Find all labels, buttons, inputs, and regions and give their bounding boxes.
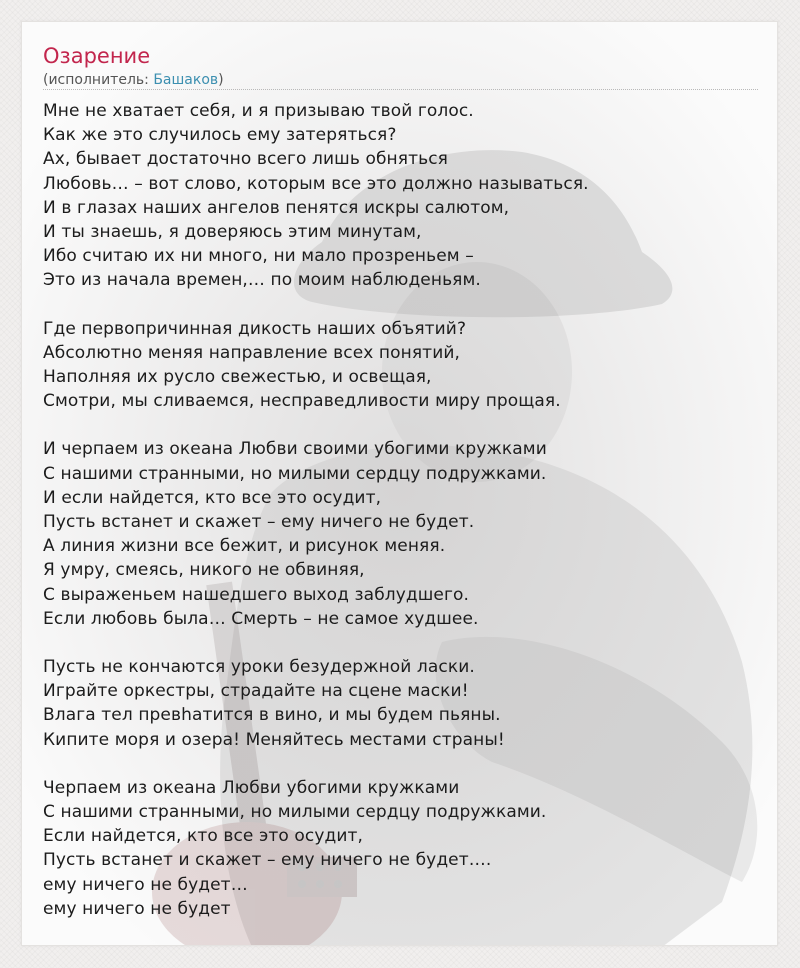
lyrics-stanza <box>43 776 763 921</box>
lyric-line: С выраженьем нашедшего выход заблудшего. <box>43 584 470 605</box>
lyric-line: С нашими странными, но милыми сердцу подружками. <box>43 802 547 823</box>
title-divider <box>43 89 758 90</box>
lyric-line: Черпаем из океана Любви убогими кружками <box>43 777 460 798</box>
lyric-line: Ах, бывает достаточно всего лишь обняться <box>43 149 448 170</box>
lyric-line: Если найдется, кто все это осудит, <box>43 826 364 847</box>
lyric-line: Абсолютно меняя направление всех понятий, <box>43 342 460 363</box>
lyrics-stanza <box>43 317 763 414</box>
lyric-line: Где первопричинная дикость наших объятий? <box>43 318 467 339</box>
lyric-line: Если любовь была… Смерть – не самое худшее. <box>43 608 479 629</box>
lyrics-stanza <box>43 437 763 631</box>
lyrics-card <box>21 21 778 946</box>
lyric-line: Пусть встанет и скажет – ему ничего не будет…. <box>43 850 492 871</box>
lyric-line: И ты знаешь, я доверяюсь этим минутам, <box>43 222 422 243</box>
lyric-line: ему ничего не будет… <box>43 874 248 895</box>
lyric-line: И в глазах наших ангелов пенятся искры салютом, <box>43 197 510 218</box>
lyric-line: Пусть не кончаются уроки безудержной ласки. <box>43 657 475 678</box>
lyric-line: Пусть встанет и скажет – ему ничего не будет. <box>43 512 475 533</box>
lyric-line: Смотри, мы сливаемся, несправедливости миру прощая. <box>43 391 561 412</box>
performer-link[interactable]: Башаков <box>153 72 219 88</box>
song-content <box>22 22 778 946</box>
lyric-line: Ибо считаю их ни много, ни мало прозреньем – <box>43 246 474 267</box>
lyric-line: И если найдется, кто все это осудит, <box>43 487 382 508</box>
lyric-line: Как же это случилось ему затеряться? <box>43 125 397 146</box>
performer-prefix: (исполнитель: <box>43 72 154 88</box>
lyric-line: Это из начала времен,… по моим наблюденьям. <box>43 270 481 291</box>
lyric-line: И черпаем из океана Любви своими убогими кружками <box>43 439 547 460</box>
lyric-line: А линия жизни все бежит, и рисунок меняя. <box>43 536 446 557</box>
lyric-line: ему ничего не будет <box>43 898 231 919</box>
performer-line <box>43 71 224 89</box>
song-title: Озарение <box>43 44 151 68</box>
lyric-line: Любовь… – вот слово, которым все это должно называться. <box>43 173 589 194</box>
lyrics-body <box>43 99 763 945</box>
lyric-line: С нашими странными, но милыми сердцу подружками. <box>43 463 547 484</box>
performer-suffix: ) <box>218 72 224 88</box>
lyrics-stanza <box>43 99 763 293</box>
lyric-line: Играйте оркестры, страдайте на сцене маски! <box>43 681 469 702</box>
lyric-line: Кипите моря и озера! Меняйтесь местами страны! <box>43 729 505 750</box>
lyric-line: Влага тел превһатится в вино, и мы будем пьяны. <box>43 705 501 726</box>
lyrics-stanza <box>43 655 763 752</box>
lyric-line: Мне не хватает себя, и я призываю твой голос. <box>43 101 474 121</box>
lyric-line: Я умру, смеясь, никого не обвиняя, <box>43 560 365 581</box>
lyric-line: Наполняя их русло свежестью, и освещая, <box>43 367 432 388</box>
